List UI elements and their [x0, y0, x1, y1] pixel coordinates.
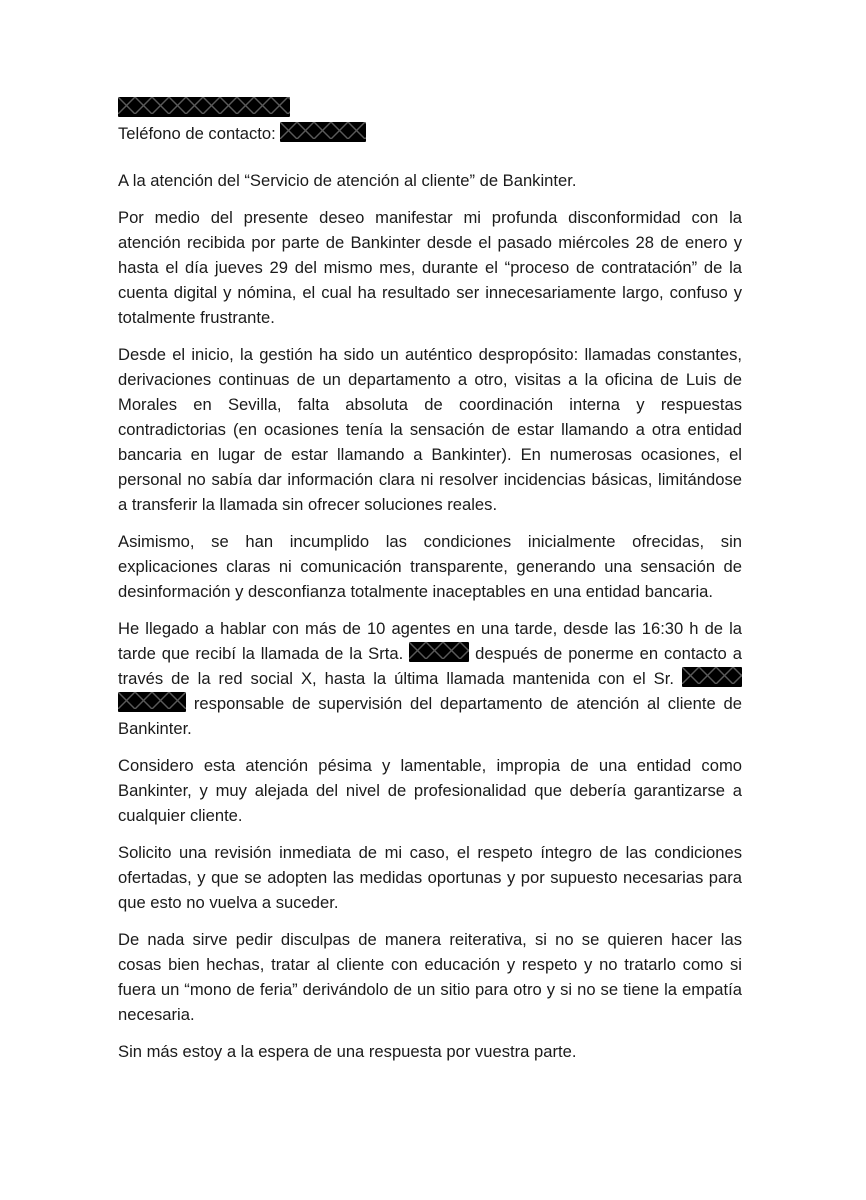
paragraph-5: Considero esta atención pésima y lamentable, impropia de una entidad como Bankinter, y muy alejada del nivel de profesionalidad que debería garantizarse a cualquier cliente.	[118, 756, 742, 825]
paragraph-3: Asimismo, se han incumplido las condiciones inicialmente ofrecidas, sin explicaciones claras ni comunicación transparente, generando una sensación de desinformación y desconfianza totalmente inaceptables en una entidad bancaria.	[118, 532, 742, 601]
closing: Sin más estoy a la espera de una respuesta por vuestra parte.	[118, 1042, 577, 1061]
redacted-agent-name	[409, 642, 469, 662]
paragraph-4-part-b: después de ponerme en contacto a través de la red social X, hasta la última llamada mantenida con el Sr.	[118, 644, 742, 688]
phone-line	[118, 121, 742, 146]
paragraph-1: Por medio del presente deseo manifestar mi profunda disconformidad con la atención recibida por parte de Bankinter desde el pasado miércoles 28 de enero y hasta el día jueves 29 del mismo mes, durante el “proceso de contratación” de la cuenta digital y nómina, el cual ha resultado ser innecesariamente largo, confuso y totalmente frustrante.	[118, 208, 742, 327]
paragraph-2: Desde el inicio, la gestión ha sido un auténtico despropósito: llamadas constantes, derivaciones continuas de un departamento a otro, visitas a la oficina de Luis de Morales en Sevilla, falta absoluta de coordinación interna y respuestas contradictorias (en ocasiones tenía la sensación de estar llamando a otra entidad bancaria en lugar de estar llamando a Bankinter). En numerosas ocasiones, el personal no sabía dar información clara ni resolver incidencias básicas, limitándose a transferir la llamada sin ofrecer soluciones reales.	[118, 345, 742, 514]
paragraph-4-part-a: He llegado a hablar con más de 10 agentes en una tarde, desde las 16:30 h de la tarde que recibí la llamada de la Srta.	[118, 619, 742, 663]
sender-name-line	[118, 96, 742, 121]
salutation: A la atención del “Servicio de atención al cliente” de Bankinter.	[118, 171, 577, 190]
paragraph-7: De nada sirve pedir disculpas de manera reiterativa, si no se quieren hacer las cosas bien hechas, tratar al cliente con educación y respeto y no tratarlo como si fuera un “mono de feria” derivándolo de un sitio para otro y si no se tiene la empatía necesaria.	[118, 930, 742, 1024]
paragraph-4-part-c: responsable de supervisión del departamento de atención al cliente de Bankinter.	[118, 694, 742, 738]
phone-label: Teléfono de contacto:	[118, 124, 276, 143]
redacted-phone	[280, 122, 366, 142]
redacted-name	[118, 97, 290, 117]
redacted-supervisor-surname	[118, 692, 186, 712]
paragraph-6: Solicito una revisión inmediata de mi caso, el respeto íntegro de las condiciones ofertadas, y que se adopten las medidas oportunas y por supuesto necesarias para que esto no vuelva a suceder.	[118, 843, 742, 912]
paragraph-4	[118, 616, 742, 741]
redacted-supervisor-name	[682, 667, 742, 687]
